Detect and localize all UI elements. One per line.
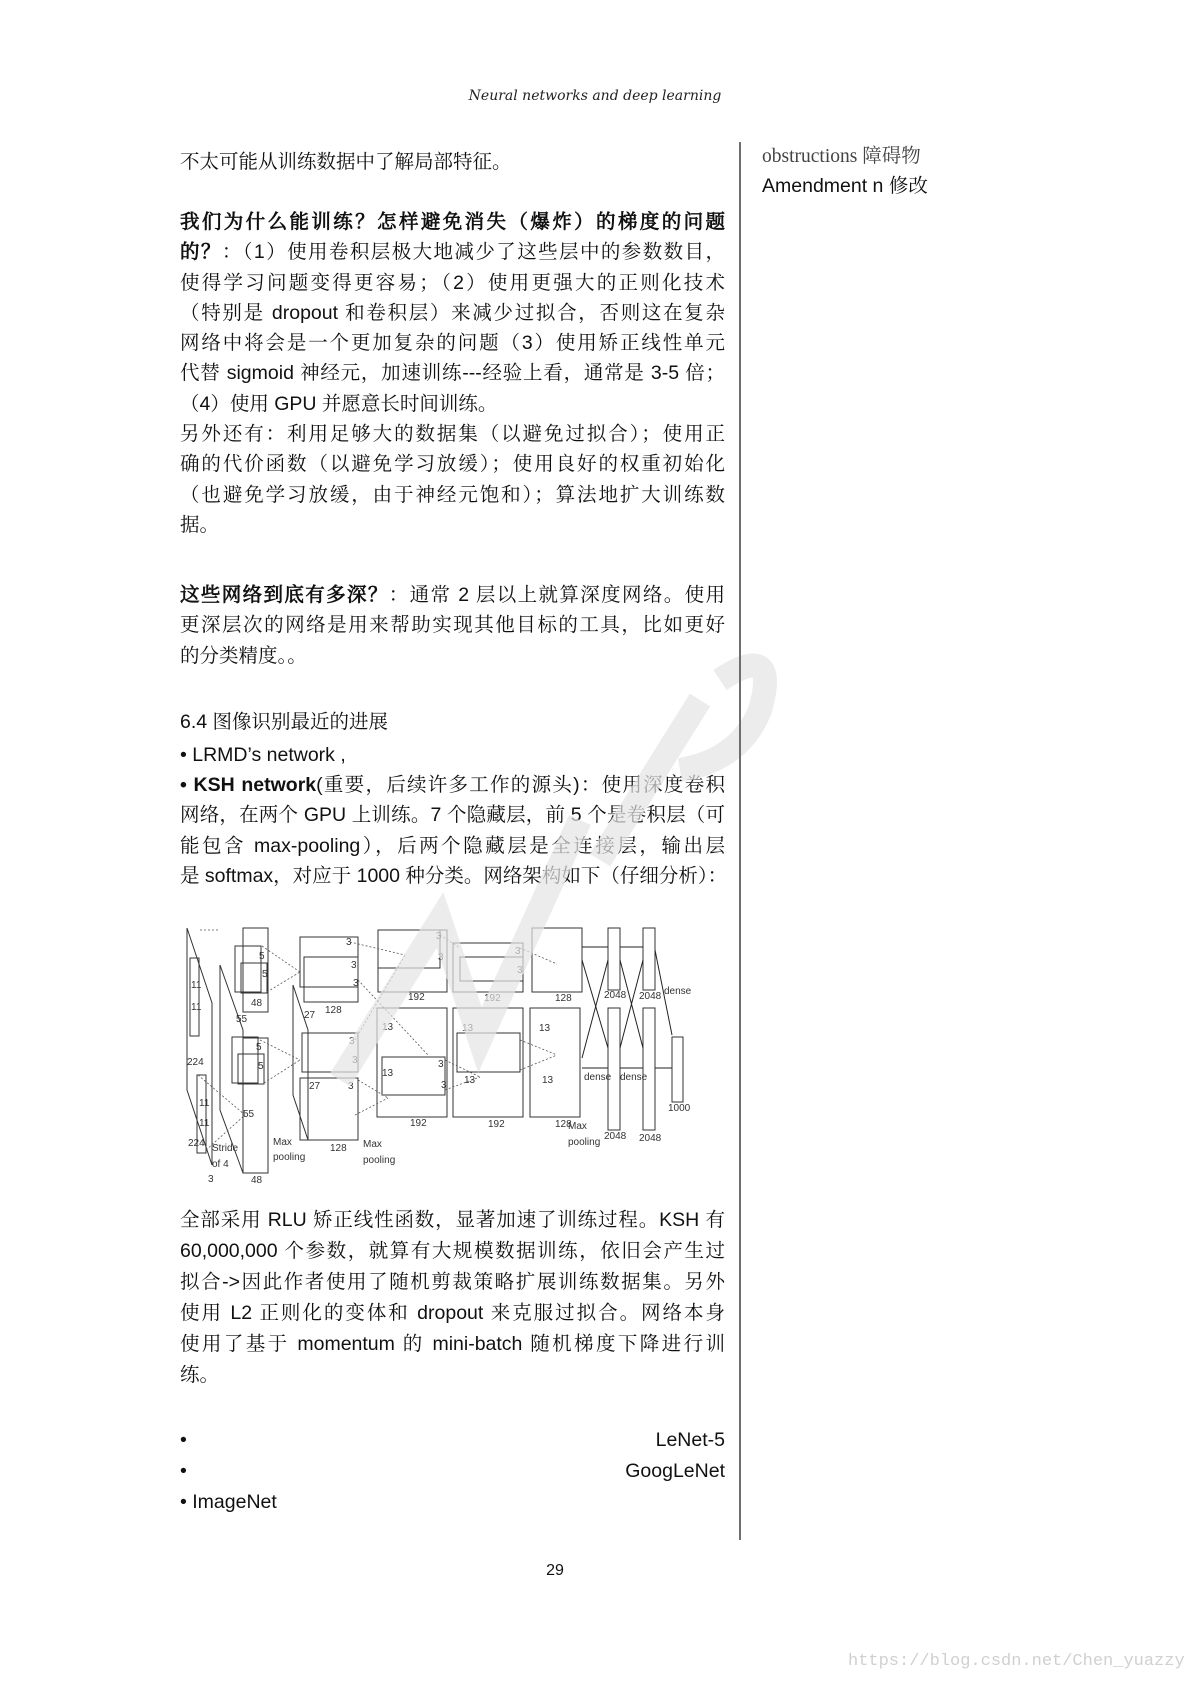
diagram-label: 224 <box>187 1057 204 1068</box>
text-line <box>180 147 725 177</box>
diagram-label: 13 <box>462 1023 474 1034</box>
diagram-label: pooling <box>273 1152 306 1163</box>
text-line <box>180 510 725 540</box>
page-number: 29 <box>546 1562 564 1579</box>
diagram-label: 13 <box>382 1068 394 1079</box>
line-text: 使得学习问题变得更容易；（2）使用更强大的正则化技术 <box>180 271 725 294</box>
diagram-label: 192 <box>410 1118 427 1129</box>
paragraph-additional-factors <box>180 419 725 540</box>
text-line <box>180 641 725 671</box>
diagram-label: 224 <box>188 1138 205 1149</box>
diagram-label: 13 <box>464 1075 476 1086</box>
diagram-label: 3 <box>515 946 521 957</box>
diagram-label: pooling <box>363 1155 396 1166</box>
line-text: 能包含 max-pooling），后两个隐藏层是全连接层，输出层 <box>180 834 725 857</box>
diagram-label: 11 <box>199 1118 210 1129</box>
diagram-label: 128 <box>325 1005 342 1016</box>
text-line <box>180 800 725 830</box>
diagram-label: 11 <box>199 1098 210 1109</box>
line-text: 全部采用 RLU 矫正线性函数，显著加速了训练过程。KSH 有 <box>180 1209 725 1231</box>
text-line <box>180 237 725 267</box>
diagram-label: 5 <box>258 1061 264 1072</box>
diagram-label: 128 <box>555 993 572 1004</box>
text-line <box>180 419 725 449</box>
line-text: (重要，后续许多工作的源头)：使用深度卷积 <box>316 774 725 796</box>
line-text: ：通常 2 层以上就算深度网络。使用 <box>388 584 725 606</box>
diagram-label: 2048 <box>604 1131 627 1142</box>
paragraph-why-trainable <box>180 207 725 419</box>
bold-text: 这些网络到底有多深？ <box>180 584 389 606</box>
diagram-label: 3 <box>438 952 444 963</box>
diagram-label: 13 <box>539 1023 551 1034</box>
diagram-label: 3 <box>208 1174 214 1185</box>
text-line <box>180 298 725 328</box>
diagram-label: 3 <box>438 1059 444 1070</box>
text-line <box>180 580 725 610</box>
diagram-label: dense <box>664 986 692 997</box>
dense2-top <box>643 928 655 990</box>
paragraph-local-features <box>180 147 725 177</box>
diagram-label: dense <box>620 1072 648 1083</box>
line-text: 拟合->因此作者使用了随机剪裁策略扩展训练数据集。另外 <box>180 1271 725 1293</box>
diagram-label: 5 <box>259 951 265 962</box>
diagram-label: 48 <box>251 1175 263 1186</box>
diagram-label: 11 <box>191 980 202 991</box>
line-text: （也避免学习放缓，由于神经元饱和）；算法地扩大训练数 <box>180 483 725 506</box>
diagram-label: 3 <box>441 1080 447 1091</box>
diagram-label: 2048 <box>604 990 627 1001</box>
line-text: 更深层次的网络是用来帮助实现其他目标的工具，比如更好 <box>180 614 725 637</box>
text-line <box>180 1329 725 1360</box>
line-text: • ImageNet <box>180 1491 277 1513</box>
diagram-label: 5 <box>262 969 268 980</box>
diagram-label: dense <box>584 1072 612 1083</box>
line-text: • GoogLeNet <box>180 1460 725 1482</box>
diagram-label: 48 <box>251 998 263 1009</box>
diagram-label: 192 <box>484 993 501 1004</box>
text-line <box>180 207 725 237</box>
line-text: 不太可能从训练数据中了解局部特征。 <box>180 151 512 173</box>
text-line <box>180 1456 725 1487</box>
text-line <box>180 770 725 800</box>
diagram-label: Max <box>568 1121 587 1132</box>
text-line <box>180 1487 725 1518</box>
diagram-label: 192 <box>488 1119 505 1130</box>
diagram-label: Max <box>273 1137 292 1148</box>
diagram-label: pooling <box>568 1137 601 1148</box>
output-layer <box>672 1037 683 1102</box>
diagram-label: 55 <box>243 1109 255 1120</box>
diagram-label: of 4 <box>212 1159 229 1170</box>
text-line <box>180 268 725 298</box>
text-line <box>180 610 725 640</box>
text-line <box>180 831 725 861</box>
text-line <box>180 1236 725 1267</box>
section-heading <box>180 707 725 737</box>
bullet-ksh <box>180 770 728 891</box>
text-line <box>180 1425 725 1456</box>
bold-text: 我们为什么能训练？怎样避免消失（爆炸）的梯度的问题 <box>180 211 725 233</box>
diagram-label: 2048 <box>639 991 662 1002</box>
line-text: 确的代价函数（以避免学习放缓）；使用良好的权重初始化 <box>180 453 725 476</box>
diagram-label: 1000 <box>668 1103 691 1114</box>
source-url-watermark: https://blog.csdn.net/Chen_yuazzy <box>848 1652 1185 1671</box>
diagram-label: 3 <box>353 978 359 989</box>
diagram-label: 2048 <box>639 1133 662 1144</box>
line-text: 另外还有：利用足够大的数据集（以避免过拟合）；使用正 <box>180 423 725 445</box>
diagram-label: 11 <box>191 1002 202 1013</box>
diagram-label: 3 <box>348 1081 354 1092</box>
network-list <box>180 1425 725 1518</box>
line-text: 60,000,000 个参数，就算有大规模数据训练，依旧会产生过 <box>180 1240 725 1262</box>
text-line <box>180 1298 725 1329</box>
diagram-label: 128 <box>555 1119 572 1130</box>
dense1-top <box>608 928 620 990</box>
diagram-label: 13 <box>542 1075 554 1086</box>
diagram-label: 27 <box>304 1010 316 1021</box>
line-text: ：（1）使用卷积层极大地减少了这些层中的参数数目， <box>221 241 725 264</box>
line-text: 是 softmax，对应于 1000 种分类。网络架构如下（仔细分析）： <box>180 864 728 887</box>
diagram-label: 5 <box>256 1042 262 1053</box>
text-line <box>180 328 725 358</box>
sidebar-note-obstructions: obstructions 障碍物 <box>762 146 921 167</box>
diagram-label: 3 <box>352 1055 358 1066</box>
text-line <box>180 1360 725 1391</box>
line-text: 网络，在两个 GPU 上训练。7 个隐藏层，前 5 个是卷积层（可 <box>180 804 725 827</box>
line-text: • LeNet-5 <box>180 1429 725 1451</box>
line-text: （4）使用 GPU 并愿意长时间训练。 <box>180 392 498 415</box>
line-text: • LRMD’s network , <box>180 744 346 766</box>
line-text: （特别是 dropout 和卷积层）来减少过拟合，否则这在复杂 <box>180 301 725 324</box>
diagram-label: 55 <box>236 1014 248 1025</box>
ksh-network-architecture-diagram <box>170 920 730 1210</box>
text-line <box>180 358 725 388</box>
running-header: Neural networks and deep learning <box>468 88 722 104</box>
dense2-bottom <box>643 1008 655 1130</box>
column-divider <box>739 142 741 1540</box>
diagram-label: 3 <box>517 965 523 976</box>
line-text: 使用 L2 正则化的变体和 dropout 来克服过拟合。网络本身 <box>180 1302 725 1324</box>
bullet-lrmd <box>180 740 725 770</box>
line-text: 的分类精度。。 <box>180 644 307 667</box>
diagram-label: 3 <box>436 931 442 942</box>
bold-text: • KSH network <box>180 774 317 796</box>
diagram-label: 3 <box>351 960 357 971</box>
sidebar-note-amendment: Amendment n 修改 <box>762 175 928 197</box>
line-text: 练。 <box>180 1364 220 1386</box>
diagram-label: 3 <box>346 937 352 948</box>
text-line <box>180 449 725 479</box>
diagram-label: 3 <box>349 1036 355 1047</box>
text-line <box>180 707 725 737</box>
line-text: 代替 sigmoid 神经元，加速训练---经验上看，通常是 3-5 倍； <box>180 362 725 385</box>
line-text: 网络中将会是一个更加复杂的问题（3）使用矫正线性单元 <box>180 332 725 355</box>
text-line <box>180 389 725 419</box>
diagram-label: 128 <box>330 1143 347 1154</box>
diagram-label: 13 <box>382 1022 394 1033</box>
diagram-label: Max <box>363 1139 382 1150</box>
text-line <box>180 1267 725 1298</box>
paragraph-network-depth <box>180 580 725 671</box>
text-line <box>180 1205 725 1236</box>
diagram-label: 27 <box>309 1081 321 1092</box>
line-text: 据。 <box>180 513 220 536</box>
bold-text: 的？ <box>180 241 222 264</box>
line-text: 6.4 图像识别最近的进展 <box>180 711 389 733</box>
dense1-bottom <box>608 1008 620 1130</box>
text-line <box>180 480 725 510</box>
paragraph-ksh-details <box>180 1205 725 1391</box>
line-text: 使用了基于 momentum 的 mini-batch 随机梯度下降进行训 <box>180 1333 725 1355</box>
diagram-label: 192 <box>408 992 425 1003</box>
text-line <box>180 861 728 891</box>
text-line <box>180 740 725 770</box>
diagram-label: Stride <box>212 1143 239 1154</box>
